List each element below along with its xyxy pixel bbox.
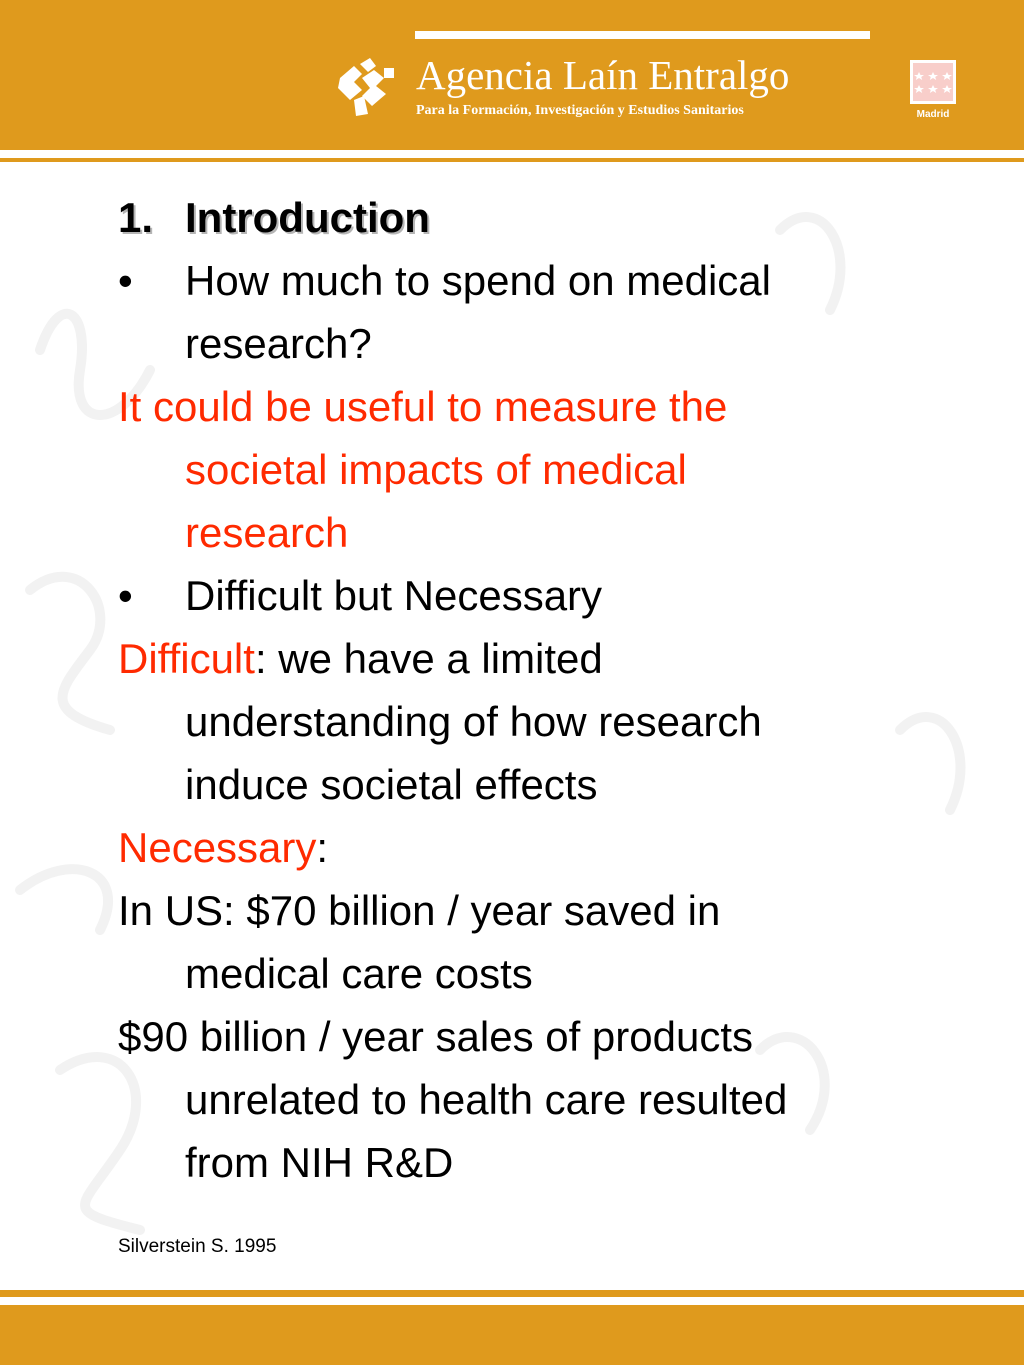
header-top-rule	[415, 31, 870, 39]
slide-body	[118, 186, 968, 1194]
paragraph-continuation: understanding of how research	[185, 698, 762, 745]
heading-text: Introduction	[185, 194, 430, 241]
highlight-continuation: research	[185, 509, 349, 556]
paragraph-continuation: unrelated to health care resulted	[185, 1076, 788, 1123]
sales-paragraph: $90 billion / year sales of products	[118, 1013, 754, 1060]
paragraph-continuation: from NIH R&D	[185, 1139, 454, 1186]
header-edge	[0, 158, 1024, 162]
highlight-paragraph: It could be useful to measure the	[118, 383, 728, 430]
us-savings-paragraph: In US: $70 billion / year saved in	[118, 887, 721, 934]
bullet-item	[118, 249, 968, 312]
necessary-paragraph	[118, 816, 968, 879]
bullet-text: Difficult but Necessary	[185, 572, 603, 619]
bullet-text: How much to spend on medical	[185, 257, 771, 304]
header-bottom-rule	[0, 150, 1024, 158]
heading-number: 1.	[118, 194, 154, 241]
bullet-marker: •	[118, 257, 133, 304]
citation: Silverstein S. 1995	[118, 1236, 277, 1257]
highlight-continuation: societal impacts of medical	[185, 446, 687, 493]
paragraph-continuation: induce societal effects	[185, 761, 598, 808]
necessary-colon: :	[316, 824, 329, 871]
madrid-label: Madrid	[916, 109, 950, 120]
madrid-flag-icon	[910, 60, 956, 104]
paragraph-continuation: medical care costs	[185, 950, 533, 997]
bullet-continuation: research?	[185, 320, 372, 367]
agency-subtitle: Para la Formación, Investigación y Estudios Sanitarios	[416, 103, 744, 118]
agency-cross-icon	[332, 56, 398, 118]
footer-rule	[0, 1297, 1024, 1305]
difficult-text: : we have a limited	[254, 635, 603, 682]
agency-title: Agencia Laín Entralgo	[416, 52, 790, 98]
difficult-paragraph	[118, 627, 968, 690]
bullet-item	[118, 564, 968, 627]
slide-heading	[118, 186, 968, 249]
difficult-label: Difficult	[118, 635, 255, 682]
necessary-label: Necessary	[118, 824, 317, 871]
bullet-marker: •	[118, 572, 133, 619]
